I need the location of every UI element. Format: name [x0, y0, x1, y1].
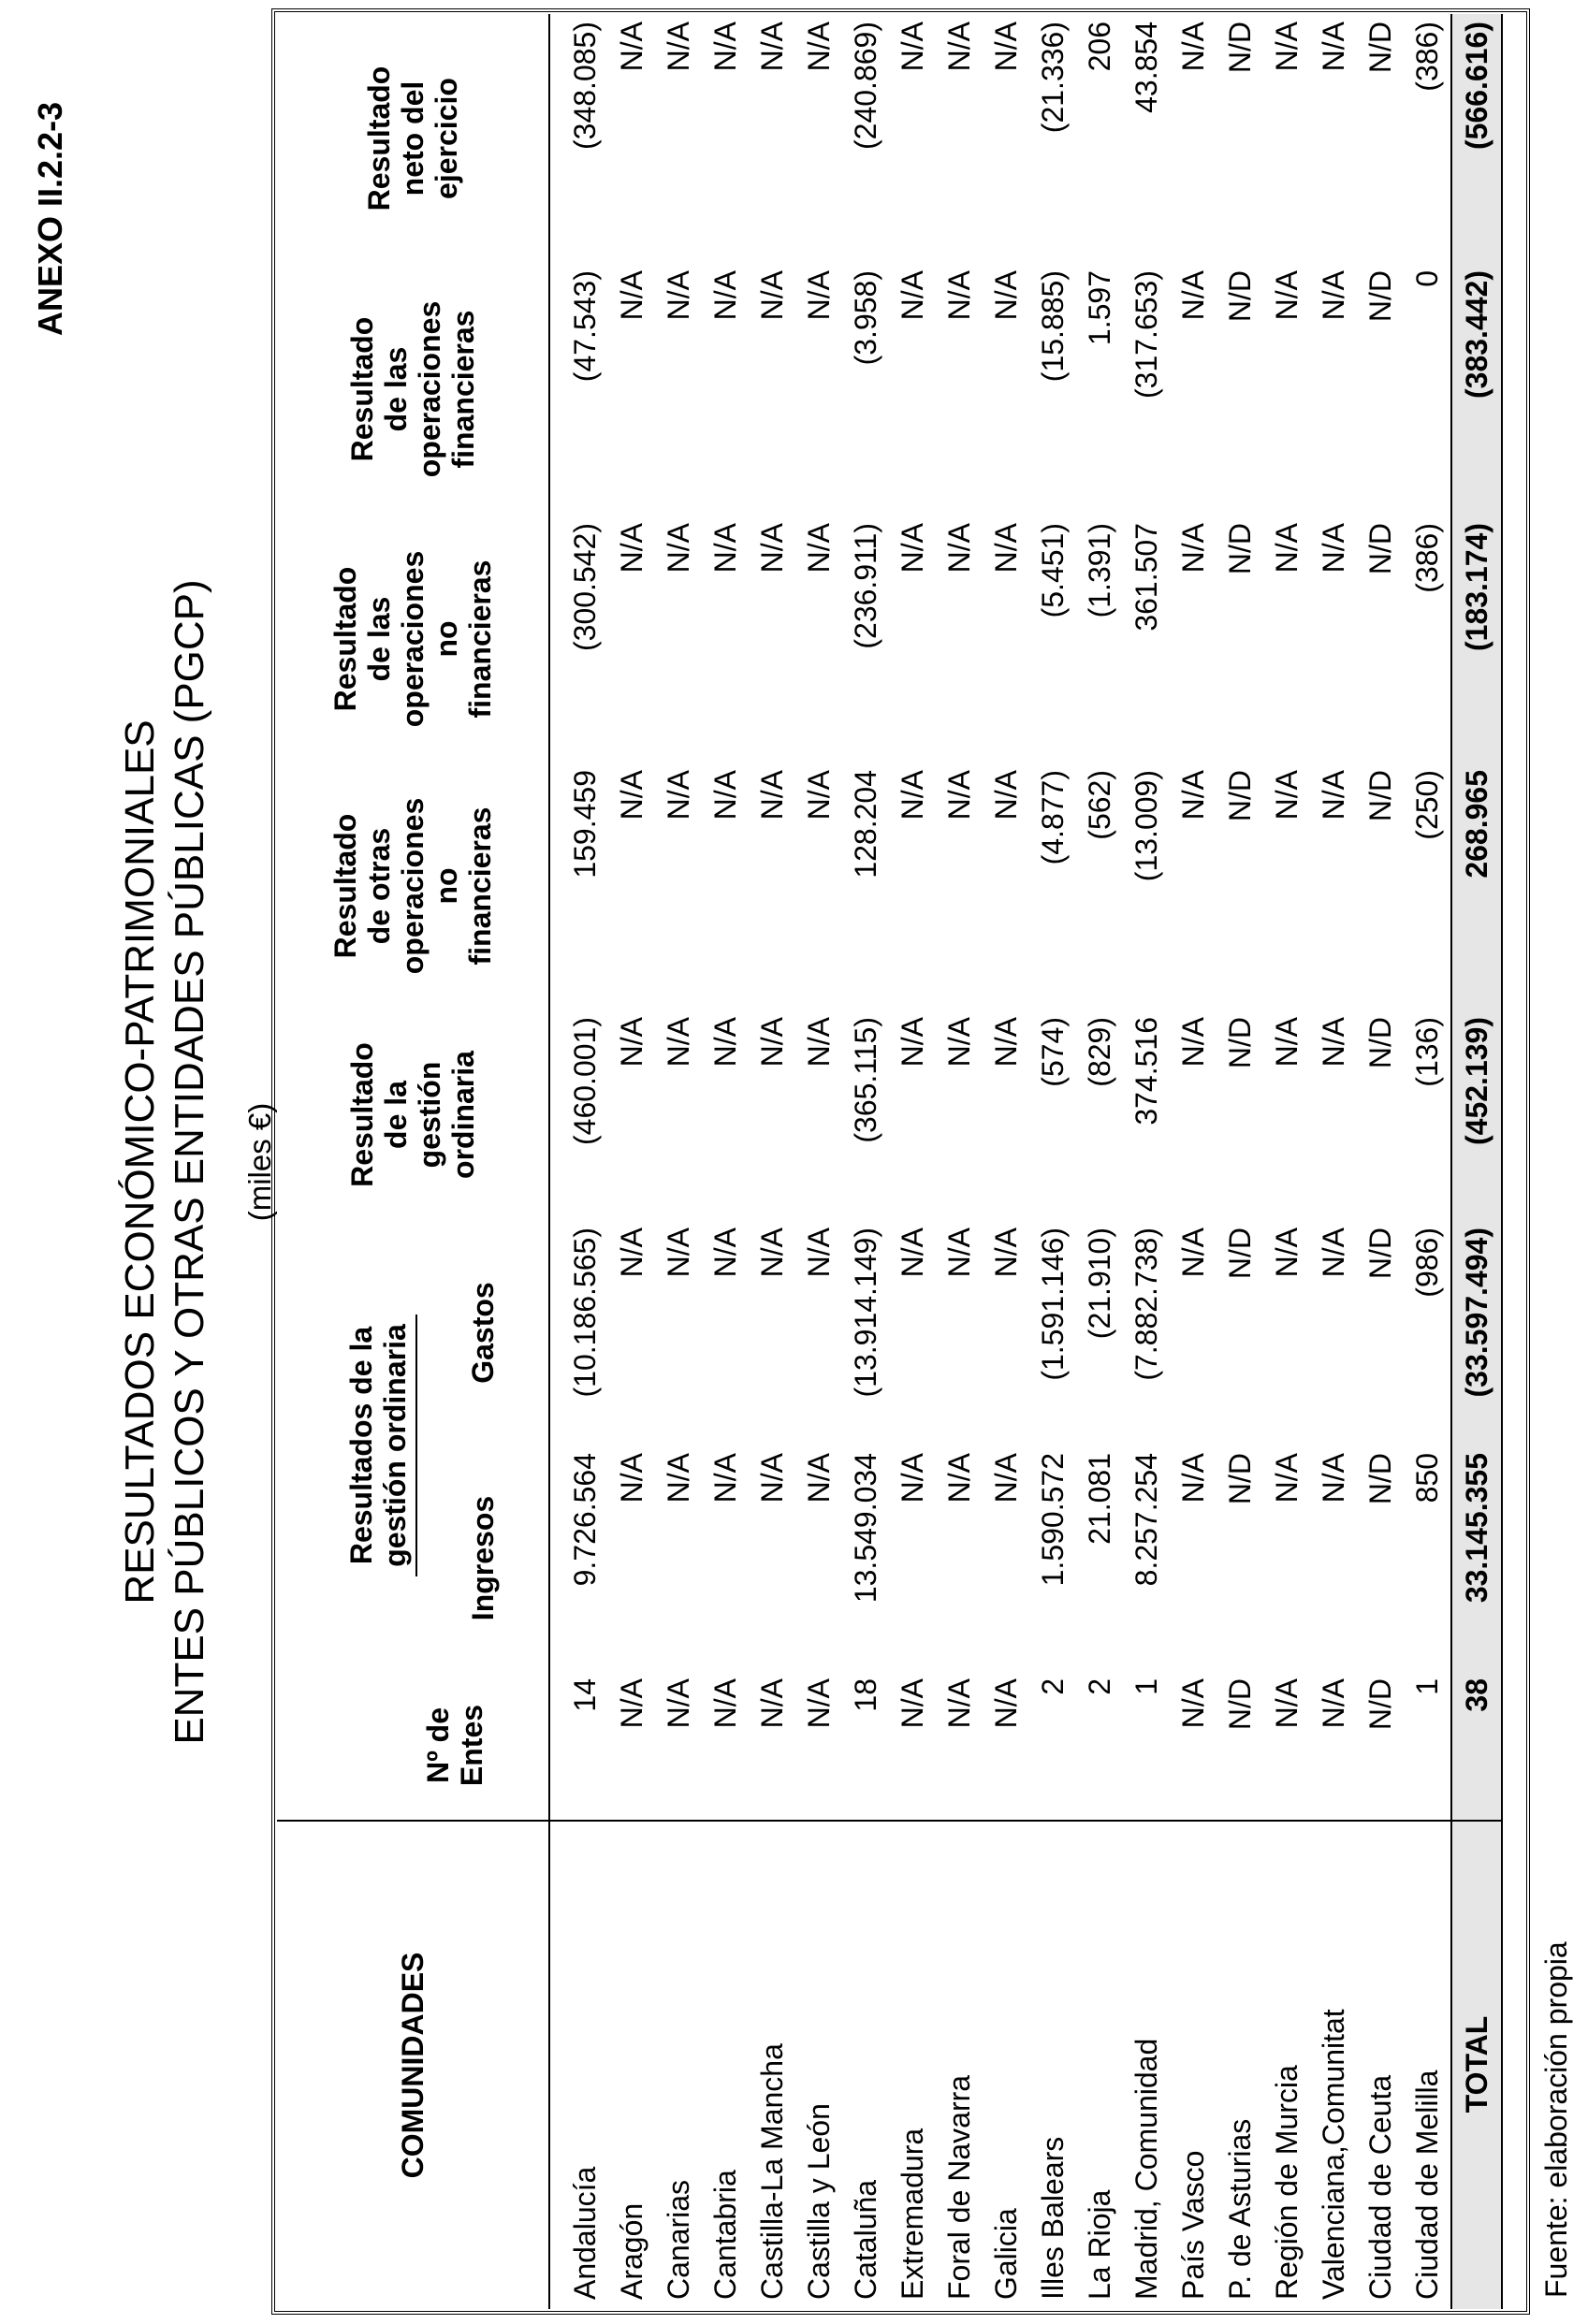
cell-rne: (386): [1410, 22, 1444, 92]
cell-rgo: (829): [1083, 1017, 1116, 1087]
row-community: Illes Balears: [1036, 2136, 1070, 2300]
cell-rgo: 374.516: [1129, 1017, 1163, 1126]
cell-ronf: (183.174): [1451, 516, 1502, 763]
cell-rotras: (562): [1083, 770, 1116, 840]
cell-rgo: N/A: [1270, 1017, 1304, 1068]
table-frame: [271, 8, 1530, 2315]
cell-ronf: (5.451): [1036, 523, 1070, 618]
cell-rgo: (574): [1036, 1017, 1070, 1087]
cell-rof: (47.543): [568, 270, 602, 383]
cell-rof: N/D: [1223, 270, 1257, 323]
row-community: Valenciana,Comunitat: [1317, 2009, 1350, 2300]
table-row: [842, 14, 889, 2309]
cell-ingresos: 1.590.572: [1036, 1453, 1070, 1587]
cell-ingresos: 21.081: [1083, 1453, 1116, 1545]
cell-ronf: (386): [1410, 523, 1444, 593]
cell-ronf: N/A: [942, 523, 976, 574]
cell-ronf: N/A: [1317, 523, 1350, 574]
cell-rotras: N/D: [1363, 770, 1397, 822]
cell-ronf: (1.391): [1083, 523, 1116, 618]
cell-ronf: (236.911): [849, 523, 882, 649]
cell-ingresos: N/A: [615, 1453, 648, 1503]
cell-rof: N/A: [942, 270, 976, 321]
cell-rof: N/A: [662, 270, 695, 321]
cell-n: N/A: [889, 1671, 936, 1821]
cell-rne: N/D: [1223, 22, 1257, 74]
cell-ingresos: N/A: [802, 1453, 836, 1503]
table-row: [1404, 14, 1451, 2309]
cell-ingresos: N/A: [1270, 1453, 1304, 1503]
row-community: Ciudad de Melilla: [1410, 2070, 1444, 2300]
row-community: Andalucía: [568, 2166, 602, 2300]
header-ronf-l4: no: [430, 620, 463, 658]
header-rotras-l1: Resultado: [328, 813, 362, 959]
cell-rof: N/A: [708, 270, 742, 321]
header-rof-l1: Resultado: [345, 316, 379, 462]
cell-gastos: N/A: [802, 1227, 836, 1278]
cell-gastos: N/D: [1223, 1227, 1257, 1280]
row-community: País Vasco: [1176, 2150, 1210, 2300]
cell-rof: (3.958): [849, 270, 882, 366]
header-comunidades-text: COMUNIDADES: [396, 1952, 430, 2179]
header-rotras-l5: financieras: [463, 806, 497, 966]
table-row: [983, 14, 1029, 2309]
cell-rotras: N/D: [1223, 770, 1257, 822]
row-community: Foral de Navarra: [942, 2074, 976, 2300]
cell-rotras: N/A: [755, 770, 789, 821]
units-label: (miles €): [242, 1102, 277, 1222]
cell-ronf: N/A: [1270, 523, 1304, 574]
cell-ingresos: N/A: [989, 1453, 1023, 1503]
cell-gastos: N/A: [942, 1227, 976, 1278]
cell-n: N/A: [795, 1671, 842, 1821]
cell-rotras: (4.877): [1036, 770, 1070, 865]
header-rgo-l3: gestión: [413, 1061, 446, 1169]
table-row: [1076, 14, 1123, 2309]
cell-rne: N/A: [662, 22, 695, 72]
cell-rne: N/A: [896, 22, 929, 72]
cell-rotras: 128.204: [849, 770, 882, 879]
header-group-gestion: [277, 1220, 417, 1671]
header-rotras-l3: operaciones: [396, 797, 430, 975]
cell-rotras: N/A: [1270, 770, 1304, 821]
row-community: Extremadura: [896, 2128, 929, 2300]
cell-n: N/A: [655, 1671, 702, 1821]
cell-ingresos: N/A: [662, 1453, 695, 1503]
cell-rotras: N/A: [662, 770, 695, 821]
cell-ronf: N/D: [1223, 523, 1257, 575]
cell-rne: N/A: [755, 22, 789, 72]
header-n-entes: [277, 1671, 549, 1821]
cell-ingresos: N/A: [755, 1453, 789, 1503]
cell-rotras: N/A: [942, 770, 976, 821]
header-n-entes-line2: Entes: [455, 1704, 488, 1787]
cell-n: N/A: [1170, 1671, 1216, 1821]
cell-rotras: (250): [1410, 770, 1444, 840]
header-group-line2: gestión ordinaria: [378, 1324, 412, 1567]
cell-rne: (240.869): [849, 22, 882, 150]
cell-n: 2: [1029, 1671, 1076, 1821]
cell-gastos: (986): [1410, 1227, 1444, 1298]
table-row: [795, 14, 842, 2309]
cell-gastos: N/A: [1270, 1227, 1304, 1278]
cell-ingresos: 9.726.564: [568, 1453, 602, 1587]
cell-rne: N/A: [708, 22, 742, 72]
header-rgo: [277, 1009, 549, 1220]
header-rne-l2: neto del: [396, 80, 430, 196]
cell-gastos: (13.914.149): [849, 1227, 882, 1398]
cell-gastos: N/A: [1176, 1227, 1210, 1278]
cell-rof: N/A: [802, 270, 836, 321]
table-row: [1310, 14, 1357, 2309]
cell-rne: N/A: [1176, 22, 1210, 72]
cell-rof: (15.885): [1036, 270, 1070, 383]
table-body: [549, 14, 1502, 2309]
title-line-2: ENTES PÚBLICOS Y OTRAS ENTIDADES PÚBLICAS (PGCP): [167, 579, 212, 1745]
table-row: [1357, 14, 1404, 2309]
cell-ingresos: 850: [1410, 1453, 1444, 1503]
cell-gastos: N/A: [755, 1227, 789, 1278]
cell-ronf: N/A: [896, 523, 929, 574]
cell-rgo: N/A: [896, 1017, 929, 1068]
cell-n: 1: [1404, 1671, 1451, 1821]
row-community: Canarias: [662, 2179, 695, 2300]
header-rof-l4: financieras: [446, 310, 480, 469]
header-rotras-l2: de otras: [362, 827, 396, 945]
cell-n: N/A: [936, 1671, 983, 1821]
header-row-group: [277, 14, 417, 2309]
cell-rne: N/A: [1317, 22, 1350, 72]
cell-rotras: N/A: [1317, 770, 1350, 821]
row-community: P. de Asturias: [1223, 2118, 1257, 2300]
cell-gastos: N/D: [1363, 1227, 1397, 1280]
cell-gastos: N/A: [1317, 1227, 1350, 1278]
header-rof-l3: operaciones: [413, 300, 446, 478]
cell-rof: N/A: [896, 270, 929, 321]
cell-ronf: N/A: [615, 523, 648, 574]
cell-n: 2: [1076, 1671, 1123, 1821]
cell-rotras: (13.009): [1129, 770, 1163, 882]
cell-rof: 0: [1410, 270, 1444, 287]
header-rgo-l4: ordinaria: [446, 1051, 480, 1179]
header-ronf-l3: operaciones: [396, 550, 430, 728]
row-community: Ciudad de Ceuta: [1363, 2074, 1397, 2300]
cell-ingresos: N/A: [1176, 1453, 1210, 1503]
row-community: Cantabria: [708, 2170, 742, 2300]
cell-rotras: N/A: [708, 770, 742, 821]
cell-gastos: (10.186.565): [568, 1227, 602, 1398]
cell-rof: (317.653): [1129, 270, 1163, 399]
table-row: [702, 14, 749, 2309]
cell-rne: (348.085): [568, 22, 602, 150]
cell-ronf: N/A: [989, 523, 1023, 574]
cell-rotras: 159.459: [568, 770, 602, 879]
table-row: [549, 14, 608, 2309]
cell-rgo: N/D: [1223, 1017, 1257, 1069]
header-ronf-l2: de las: [362, 596, 396, 682]
header-group-gestion-text: [344, 1315, 417, 1576]
cell-gastos: (7.882.738): [1129, 1227, 1163, 1381]
cell-rne: N/A: [942, 22, 976, 72]
header-rof: [277, 263, 549, 516]
cell-rof: N/A: [1317, 270, 1350, 321]
header-rne: [277, 14, 549, 263]
cell-rne: N/A: [989, 22, 1023, 72]
cell-gastos: N/A: [662, 1227, 695, 1278]
cell-gastos: N/A: [989, 1227, 1023, 1278]
cell-rgo: N/A: [708, 1017, 742, 1068]
table-row: [889, 14, 936, 2309]
cell-ingresos: N/D: [1223, 1453, 1257, 1505]
cell-n: N/A: [1263, 1671, 1310, 1821]
header-group-line1: Resultados de la: [344, 1326, 378, 1565]
row-community: Castilla-La Mancha: [755, 2043, 789, 2300]
cell-rotras: N/A: [896, 770, 929, 821]
results-table: [277, 14, 1503, 2309]
cell-n: N/A: [983, 1671, 1029, 1821]
cell-gastos: N/A: [615, 1227, 648, 1278]
cell-ingresos: N/A: [942, 1453, 976, 1503]
cell-rof: (383.442): [1451, 263, 1502, 516]
table-row: [1170, 14, 1216, 2309]
cell-rgo: (452.139): [1451, 1009, 1502, 1220]
cell-n: 14: [549, 1671, 608, 1821]
cell-rne: (566.616): [1451, 14, 1502, 263]
total-label: TOTAL: [1451, 1821, 1502, 2309]
cell-ronf: N/A: [662, 523, 695, 574]
row-community: La Rioja: [1083, 2189, 1116, 2300]
cell-ronf: N/A: [708, 523, 742, 574]
cell-rgo: N/A: [755, 1017, 789, 1068]
cell-rne: 43.854: [1129, 22, 1163, 113]
cell-rgo: N/A: [802, 1017, 836, 1068]
cell-rgo: N/A: [942, 1017, 976, 1068]
cell-rgo: N/D: [1363, 1017, 1397, 1069]
cell-rotras: N/A: [615, 770, 648, 821]
header-rotras-l4: no: [430, 867, 463, 905]
header-ronf-l1: Resultado: [328, 566, 362, 712]
row-community: Madrid, Comunidad: [1129, 2038, 1163, 2300]
cell-rof: 1.597: [1083, 270, 1116, 346]
cell-ingresos: N/A: [708, 1453, 742, 1503]
cell-rgo: N/A: [615, 1017, 648, 1068]
cell-gastos: (33.597.494): [1451, 1220, 1502, 1445]
cell-ronf: N/A: [802, 523, 836, 574]
cell-rgo: (460.001): [568, 1017, 602, 1145]
cell-rgo: (136): [1410, 1017, 1444, 1087]
row-community: Castilla y León: [802, 2103, 836, 2300]
header-ronf: [277, 516, 549, 763]
cell-rne: N/A: [1270, 22, 1304, 72]
cell-ronf: N/A: [1176, 523, 1210, 574]
cell-ingresos: N/A: [1317, 1453, 1350, 1503]
cell-ingresos: 33.145.355: [1451, 1445, 1502, 1671]
row-community: Región de Murcia: [1270, 2065, 1304, 2300]
cell-rne: (21.336): [1036, 22, 1070, 134]
header-rgo-l2: de la: [379, 1081, 413, 1149]
cell-rne: N/D: [1363, 22, 1397, 74]
cell-n: N/D: [1357, 1671, 1404, 1821]
cell-n: 18: [842, 1671, 889, 1821]
cell-gastos: N/A: [896, 1227, 929, 1278]
cell-n: 1: [1123, 1671, 1170, 1821]
cell-gastos: N/A: [708, 1227, 742, 1278]
cell-ronf: (300.542): [568, 523, 602, 651]
cell-ingresos: N/A: [896, 1453, 929, 1503]
table-row: [936, 14, 983, 2309]
cell-rgo: N/A: [989, 1017, 1023, 1068]
cell-rotras: 268.965: [1451, 763, 1502, 1009]
cell-n: N/D: [1216, 1671, 1263, 1821]
cell-n: N/A: [702, 1671, 749, 1821]
table-row: [608, 14, 655, 2309]
row-community: Galicia: [989, 2208, 1023, 2300]
cell-ronf: N/A: [755, 523, 789, 574]
cell-rne: N/A: [615, 22, 648, 72]
cell-gastos: (21.910): [1083, 1227, 1116, 1340]
row-community: Aragón: [615, 2202, 648, 2300]
cell-ronf: 361.507: [1129, 523, 1163, 632]
cell-rof: N/A: [755, 270, 789, 321]
cell-rne: 206: [1083, 22, 1116, 72]
header-rne-l1: Resultado: [362, 65, 396, 211]
header-rgo-l1: Resultado: [345, 1042, 379, 1187]
cell-n: N/A: [608, 1671, 655, 1821]
cell-ingresos: 13.549.034: [849, 1453, 882, 1604]
annex-label: ANEXO II.2.2-3: [31, 101, 69, 336]
total-row: [1451, 14, 1502, 2309]
cell-rotras: N/A: [802, 770, 836, 821]
header-ingresos: Ingresos: [417, 1445, 549, 1671]
table-row: [655, 14, 702, 2309]
table-row: [1123, 14, 1170, 2309]
cell-rof: N/A: [1176, 270, 1210, 321]
table-row: [1263, 14, 1310, 2309]
cell-rof: N/A: [1270, 270, 1304, 321]
header-comunidades: [277, 1821, 549, 2309]
cell-ingresos: N/D: [1363, 1453, 1397, 1505]
cell-rotras: N/A: [989, 770, 1023, 821]
cell-rotras: N/A: [1176, 770, 1210, 821]
source-note: Fuente: elaboración propia: [1539, 1941, 1573, 2298]
cell-n: N/A: [749, 1671, 795, 1821]
header-rne-l3: ejercicio: [430, 78, 463, 199]
cell-rgo: N/A: [1317, 1017, 1350, 1068]
title-line-1: RESULTADOS ECONÓMICO-PATRIMONIALES: [117, 719, 163, 1605]
row-community: Cataluña: [849, 2179, 882, 2300]
cell-rof: N/D: [1363, 270, 1397, 323]
cell-rof: N/A: [615, 270, 648, 321]
table-row: [1216, 14, 1263, 2309]
cell-n: 38: [1451, 1671, 1502, 1821]
cell-rgo: (365.115): [849, 1017, 882, 1143]
cell-ronf: N/D: [1363, 523, 1397, 575]
cell-ingresos: 8.257.254: [1129, 1453, 1163, 1587]
header-gastos: Gastos: [417, 1220, 549, 1445]
header-n-entes-line1: Nº de: [421, 1707, 455, 1784]
table-row: [749, 14, 795, 2309]
cell-rne: N/A: [802, 22, 836, 72]
header-ronf-l5: financieras: [463, 559, 497, 719]
cell-gastos: (1.591.146): [1036, 1227, 1070, 1381]
cell-n: N/A: [1310, 1671, 1357, 1821]
header-rof-l2: de las: [379, 346, 413, 432]
cell-rgo: N/A: [1176, 1017, 1210, 1068]
table-row: [1029, 14, 1076, 2309]
header-rotras: [277, 763, 549, 1009]
cell-rof: N/A: [989, 270, 1023, 321]
cell-rgo: N/A: [662, 1017, 695, 1068]
